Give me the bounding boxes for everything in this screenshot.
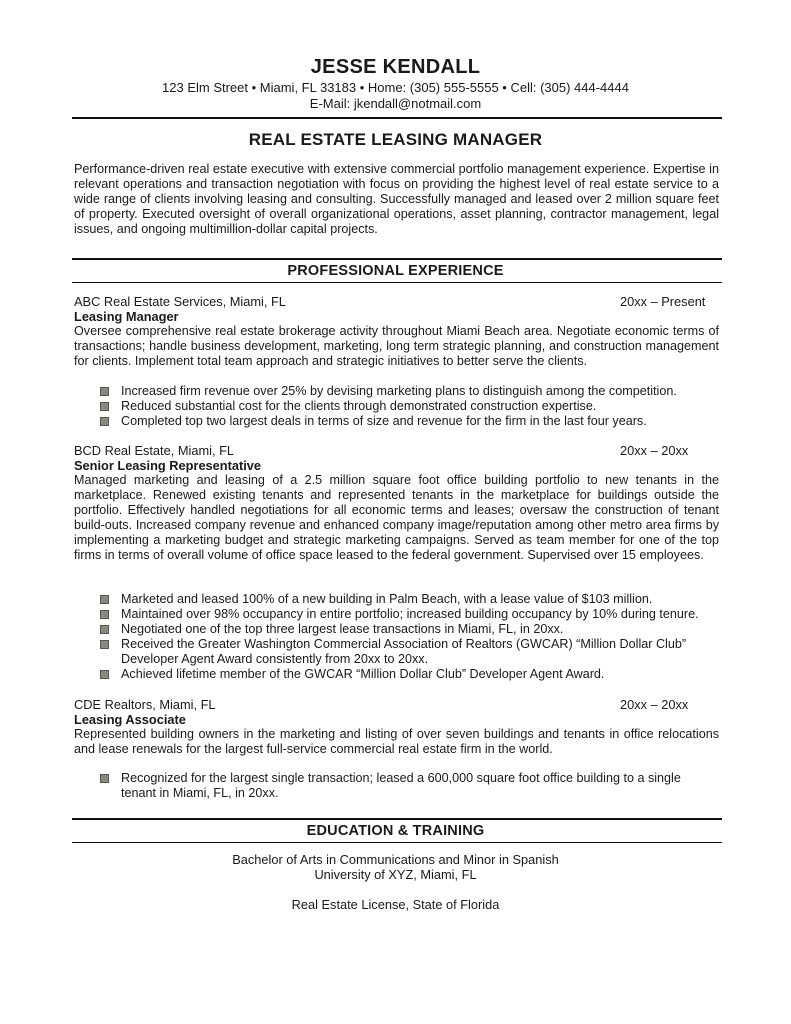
- achievement-item: [100, 414, 715, 429]
- address-line: 123 Elm Street • Miami, FL 33183 • Home: (305) 555-5555 • Cell: (305) 444-4444: [162, 80, 629, 95]
- achievement-text: Negotiated one of the top three largest lease transactions in Miami, FL, in 20xx.: [121, 622, 564, 636]
- job-company: BCD Real Estate, Miami, FL: [74, 443, 235, 458]
- job-role: Leasing Manager: [74, 309, 179, 324]
- achievement-text: Achieved lifetime member of the GWCAR “Million Dollar Club” Developer Agent Award.: [121, 667, 605, 681]
- experience-divider-bottom: [72, 282, 722, 283]
- job-header: [74, 697, 710, 712]
- job-company: ABC Real Estate Services, Miami, FL: [74, 294, 286, 309]
- email-line: E-Mail: jkendall@notmail.com: [309, 96, 482, 111]
- job-achievements: [100, 384, 715, 429]
- experience-heading: PROFESSIONAL EXPERIENCE: [287, 263, 504, 279]
- contact-block: [0, 80, 791, 112]
- achievement-item: [100, 399, 715, 414]
- bullet-square-icon: [100, 610, 109, 619]
- job-achievements: [100, 592, 715, 682]
- job-dates: 20xx – Present: [620, 294, 706, 309]
- job-achievements: [100, 771, 715, 801]
- achievement-item: [100, 667, 715, 682]
- achievement-item: [100, 771, 715, 801]
- education-divider-bottom: [72, 842, 722, 843]
- bullet-square-icon: [100, 640, 109, 649]
- job-description: Represented building owners in the marketing and listing of over seven buildings and tenants in office relocations and lease renewals for the largest full-service commercial real estate firm in the world.: [74, 727, 719, 756]
- job-company: CDE Realtors, Miami, FL: [74, 697, 216, 712]
- job-role: Leasing Associate: [74, 712, 186, 727]
- achievement-item: [100, 607, 715, 622]
- job-description: Managed marketing and leasing of a 2.5 million square foot office building portfolio to new tenants in the marketplace. Renewed existing tenants and represented tenants in the marketplace for buildings outside the portfolio. Effectively handled negotiations for all economic terms and leases; oversaw the construction of tenant build-outs. Increased company revenue and enhanced company image/reputation among other metro area firms by implementing a marketing budget and strategic marketing campaigns. Served as team member for one of the top firms in terms of overall volume of office space leased to the federal government. Supervised over 15 employees.: [74, 473, 719, 562]
- bullet-square-icon: [100, 595, 109, 604]
- job-role: Senior Leasing Representative: [74, 458, 262, 473]
- resume-title: REAL ESTATE LEASING MANAGER: [248, 130, 543, 149]
- education-degree: Bachelor of Arts in Communications and Minor in Spanish: [232, 852, 559, 867]
- achievement-text: Received the Greater Washington Commercial Association of Realtors (GWCAR) “Million Dollar Club” Developer Agent Award consistently from 20xx to 20xx.: [121, 637, 687, 666]
- achievement-item: [100, 622, 715, 637]
- candidate-name: JESSE KENDALL: [310, 56, 481, 78]
- job-dates: 20xx – 20xx: [620, 443, 689, 458]
- achievement-text: Reduced substantial cost for the clients through demonstrated construction expertise.: [121, 399, 597, 413]
- education-license: Real Estate License, State of Florida: [291, 897, 500, 912]
- header-divider: [72, 117, 722, 119]
- bullet-square-icon: [100, 402, 109, 411]
- job-header: [74, 443, 710, 458]
- job-dates: 20xx – 20xx: [620, 697, 689, 712]
- bullet-square-icon: [100, 625, 109, 634]
- achievement-item: [100, 384, 715, 399]
- achievement-text: Increased firm revenue over 25% by devising marketing plans to distinguish among the competition.: [121, 384, 677, 398]
- bullet-square-icon: [100, 774, 109, 783]
- achievement-item: [100, 592, 715, 607]
- education-heading: EDUCATION & TRAINING: [306, 823, 485, 839]
- bullet-square-icon: [100, 670, 109, 679]
- achievement-text: Marketed and leased 100% of a new building in Palm Beach, with a lease value of $103 million.: [121, 592, 653, 606]
- achievement-text: Maintained over 98% occupancy in entire portfolio; increased building occupancy by 10% during tenure.: [121, 607, 699, 621]
- achievement-text: Completed top two largest deals in terms of size and revenue for the firm in the last four years.: [121, 414, 647, 428]
- job-header: [74, 294, 710, 309]
- experience-divider-top: [72, 258, 722, 260]
- summary-paragraph: Performance-driven real estate executive with extensive commercial portfolio management experience. Expertise in relevant operations and transaction negotiation with focus on providing the highest level of real estate service to a wide range of clients involving leasing and consulting. Successfully managed and leased over 2 million square feet of property. Executed oversight of overall organizational operations, asset planning, contractor management, legal issues, and ongoing multimillion-dollar capital projects.: [74, 162, 719, 236]
- achievement-item: [100, 637, 715, 667]
- education-school: University of XYZ, Miami, FL: [314, 867, 477, 882]
- bullet-square-icon: [100, 417, 109, 426]
- education-divider-top: [72, 818, 722, 820]
- achievement-text: Recognized for the largest single transaction; leased a 600,000 square foot office building to a single tenant in Miami, FL, in 20xx.: [121, 771, 681, 800]
- job-description: Oversee comprehensive real estate brokerage activity throughout Miami Beach area. Negotiate economic terms of transactions; handle business development, marketing, long term strategic planning, and construction management for clients. Implement total team approach and strategic initiatives to better serve the clients.: [74, 324, 719, 368]
- bullet-square-icon: [100, 387, 109, 396]
